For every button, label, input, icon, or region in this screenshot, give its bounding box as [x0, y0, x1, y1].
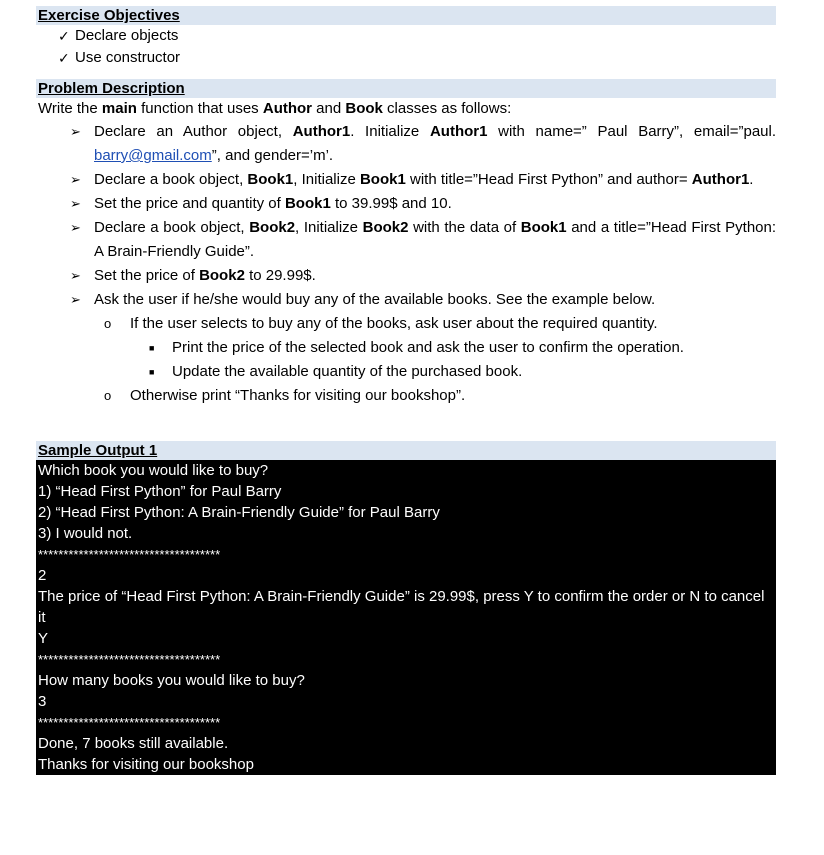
problem-heading: Problem Description	[36, 79, 776, 98]
circle-bullet-icon: o	[104, 316, 112, 331]
console-separator: ************************************	[38, 652, 221, 667]
list-item: ➢ Declare a book object, Book1, Initialize Book1 with title=”Head First Python” and author= Author1.	[36, 168, 776, 192]
console-separator: ************************************	[38, 715, 221, 730]
console-line: Thanks for visiting our bookshop	[38, 756, 254, 773]
list-item: ■ Update the available quantity of the purchased book.	[36, 360, 776, 384]
arrow-bullet-icon: ➢	[70, 172, 81, 187]
list-item: ■ Print the price of the selected book and ask the user to confirm the operation.	[36, 336, 776, 360]
console-line: The price of “Head First Python: A Brain-Friendly Guide” is 29.99$, press Y to confirm the order or N to cancel it	[38, 588, 769, 626]
sample-output-heading: Sample Output 1	[36, 441, 776, 460]
list-item: ➢ Declare an Author object, Author1. Initialize Author1 with name=” Paul Barry”, email=”paul. barry@gmail.com”, and gender=’m’.	[36, 120, 776, 168]
console-line: 2) “Head First Python: A Brain-Friendly Guide” for Paul Barry	[38, 504, 440, 521]
console-line: How many books you would like to buy?	[38, 672, 305, 689]
objectives-heading: Exercise Objectives	[36, 6, 776, 25]
arrow-bullet-icon: ➢	[70, 124, 81, 139]
console-separator: ************************************	[38, 547, 221, 562]
list-item	[36, 47, 776, 69]
document-page	[36, 6, 776, 775]
console-line: 2	[38, 567, 47, 584]
console-output	[36, 460, 776, 775]
console-line: Y	[38, 630, 49, 647]
list-item: o If the user selects to buy any of the books, ask user about the required quantity.	[36, 312, 776, 336]
circle-bullet-icon: o	[104, 388, 112, 403]
list-item: ➢ Set the price and quantity of Book1 to 39.99$ and 10.	[36, 192, 776, 216]
arrow-bullet-icon: ➢	[70, 220, 81, 235]
list-item: ➢ Declare a book object, Book2, Initialize Book2 with the data of Book1 and a title=”Head First Python: A Brain-Friendly Guide”.	[36, 216, 776, 264]
arrow-bullet-icon: ➢	[70, 196, 81, 211]
console-line: 3	[38, 693, 47, 710]
square-bullet-icon: ■	[149, 367, 155, 377]
problem-intro: Write the main function that uses Author and Book classes as follows:	[38, 100, 512, 117]
list-item: ➢ Set the price of Book2 to 29.99$.	[36, 264, 776, 288]
console-line: Done, 7 books still available.	[38, 735, 229, 752]
objectives-list	[36, 25, 776, 69]
objective-text: Use constructor	[75, 49, 181, 66]
email-link[interactable]: barry@gmail.com	[94, 147, 212, 164]
list-item	[36, 25, 776, 47]
arrow-bullet-icon: ➢	[70, 292, 81, 307]
console-line: 3) I would not.	[38, 525, 133, 542]
objective-text: Declare objects	[75, 27, 179, 44]
arrow-bullet-icon: ➢	[70, 268, 81, 283]
console-line: 1) “Head First Python” for Paul Barry	[38, 483, 282, 500]
check-icon: ✓	[58, 28, 70, 44]
list-item: ➢ Ask the user if he/she would buy any of the available books. See the example below.	[36, 288, 776, 312]
square-bullet-icon: ■	[149, 343, 155, 353]
console-line: Which book you would like to buy?	[38, 462, 269, 479]
list-item: o Otherwise print “Thanks for visiting our bookshop”.	[36, 384, 776, 408]
check-icon: ✓	[58, 50, 70, 66]
